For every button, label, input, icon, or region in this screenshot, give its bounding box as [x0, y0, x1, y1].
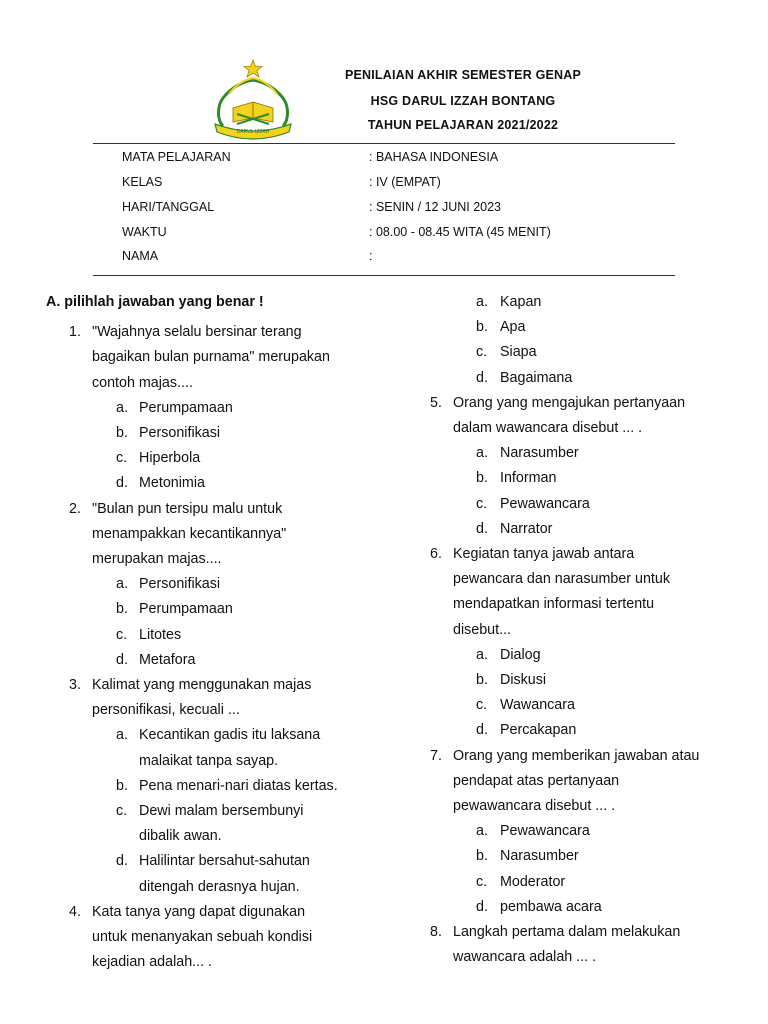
option-text: Narasumber [500, 445, 579, 462]
option-letter: a. [116, 399, 128, 416]
question-number: 8. [430, 924, 442, 940]
option-text: Metonimia [139, 475, 205, 492]
info-value: : 08.00 - 08.45 WITA (45 MENIT) [369, 225, 551, 239]
option-text: Personifikasi [139, 425, 221, 442]
option-letter: c. [476, 873, 488, 890]
option-letter: b. [476, 470, 488, 487]
option-letter: b. [116, 777, 128, 794]
option-letter: c. [476, 697, 488, 714]
option-letter: c. [116, 626, 128, 643]
question-text: Orang yang mengajukan pertanyaan [453, 394, 686, 411]
option-text: Percakapan [500, 722, 577, 739]
school-name: HSG DARUL IZZAH BONTANG [370, 94, 556, 108]
question-text: "Wajahnya selalu bersinar terang [92, 324, 302, 341]
option-text: Apa [500, 319, 526, 336]
academic-year: TAHUN PELAJARAN 2021/2022 [367, 118, 559, 132]
option-letter: a. [116, 576, 128, 593]
section-title: A. pilihlah jawaban yang benar ! [46, 294, 264, 310]
question-number: 2. [69, 500, 81, 517]
option-letter: d. [116, 853, 128, 870]
question-text: kejadian adalah... . [92, 954, 213, 971]
option-letter: a. [476, 823, 488, 840]
option-letter: b. [476, 672, 488, 688]
question-number: 5. [430, 394, 442, 411]
option-text: Litotes [139, 626, 182, 643]
info-label: HARI/TANGGAL [122, 200, 215, 214]
question-text: pendapat atas pertanyaan [453, 772, 620, 789]
header-divider-bottom [93, 275, 675, 276]
question-text: merupakan majas.... [92, 551, 222, 568]
option-letter: a. [476, 445, 488, 462]
question-text: Kata tanya yang dapat digunakan [92, 903, 306, 920]
info-label: NAMA [122, 249, 159, 263]
option-letter: d. [116, 475, 128, 492]
option-text: Hiperbola [139, 450, 201, 467]
question-text: pewawancara disebut ... . [453, 798, 616, 814]
header-divider-top [93, 143, 675, 144]
option-letter: c. [476, 344, 488, 361]
option-text: Personifikasi [139, 576, 221, 593]
option-letter: c. [116, 450, 128, 467]
option-letter: d. [116, 651, 128, 668]
question-text: personifikasi, kecuali ... [92, 702, 240, 719]
question-number: 1. [69, 324, 81, 341]
option-letter: d. [476, 369, 488, 386]
question-number: 7. [430, 747, 442, 764]
option-text: dibalik awan. [139, 828, 222, 845]
question-text: Kalimat yang menggunakan majas [92, 677, 312, 694]
option-text: Narasumber [500, 848, 579, 865]
option-text: Kapan [500, 294, 542, 310]
info-label: KELAS [122, 175, 163, 189]
option-text: Pena menari-nari diatas kertas. [139, 777, 338, 794]
option-text: Perumpamaan [139, 399, 233, 416]
question-text: dalam wawancara disebut ... . [453, 420, 643, 436]
option-text: Pewawancara [500, 495, 590, 512]
option-letter: a. [476, 294, 488, 310]
question-text: menampakkan kecantikannya" [92, 525, 287, 542]
option-letter: c. [476, 495, 488, 512]
question-text: wawancara adalah ... . [453, 949, 597, 966]
info-value: : [369, 249, 373, 263]
option-letter: b. [116, 425, 128, 442]
option-text: Metafora [139, 651, 196, 668]
info-value: : IV (EMPAT) [369, 175, 441, 189]
option-letter: a. [116, 727, 128, 744]
option-letter: a. [476, 646, 488, 663]
info-value: : SENIN / 12 JUNI 2023 [369, 200, 502, 214]
question-text: Orang yang memberikan jawaban atau [453, 747, 700, 764]
option-letter: b. [476, 319, 488, 336]
question-text: Langkah pertama dalam melakukan [453, 924, 681, 940]
option-text: Kecantikan gadis itu laksana [139, 727, 321, 744]
option-text: Dialog [500, 646, 541, 663]
option-text: Informan [500, 470, 557, 487]
info-label: MATA PELAJARAN [122, 150, 231, 164]
question-text: disebut... [453, 621, 512, 638]
question-text: Kegiatan tanya jawab antara [453, 546, 635, 562]
question-text: contoh majas.... [92, 374, 193, 391]
question-text: "Bulan pun tersipu malu untuk [92, 500, 283, 517]
question-number: 4. [69, 903, 81, 920]
option-letter: d. [476, 722, 488, 739]
option-letter: d. [476, 898, 488, 915]
option-text: Bagaimana [500, 369, 573, 386]
option-text: Moderator [500, 873, 566, 890]
option-letter: d. [476, 520, 488, 537]
question-text: untuk menanyakan sebuah kondisi [92, 929, 313, 946]
info-value: : BAHASA INDONESIA [369, 150, 499, 164]
option-text: Dewi malam bersembunyi [139, 803, 304, 820]
logo-banner-text: DARUL IZZAH [236, 129, 270, 135]
option-text: Diskusi [500, 672, 547, 688]
option-text: Pewawancara [500, 823, 590, 840]
question-text: bagaikan bulan purnama" merupakan [92, 349, 330, 366]
option-letter: b. [476, 848, 488, 865]
option-text: pembawa acara [500, 898, 602, 915]
option-text: Perumpamaan [139, 601, 233, 618]
question-number: 6. [430, 546, 442, 562]
option-text: malaikat tanpa sayap. [139, 752, 279, 769]
question-text: mendapatkan informasi tertentu [453, 596, 655, 613]
option-letter: c. [116, 803, 128, 820]
option-letter: b. [116, 601, 128, 618]
option-text: Wawancara [500, 697, 575, 714]
exam-title: PENILAIAN AKHIR SEMESTER GENAP [344, 68, 582, 82]
option-text: Narrator [500, 520, 553, 537]
school-logo-icon [207, 58, 297, 144]
question-text: pewancara dan narasumber untuk [453, 571, 670, 588]
option-text: Siapa [500, 344, 537, 361]
option-text: ditengah derasnya hujan. [139, 878, 300, 895]
option-text: Halilintar bersahut-sahutan [139, 853, 310, 870]
info-label: WAKTU [122, 225, 167, 239]
question-number: 3. [69, 677, 81, 694]
